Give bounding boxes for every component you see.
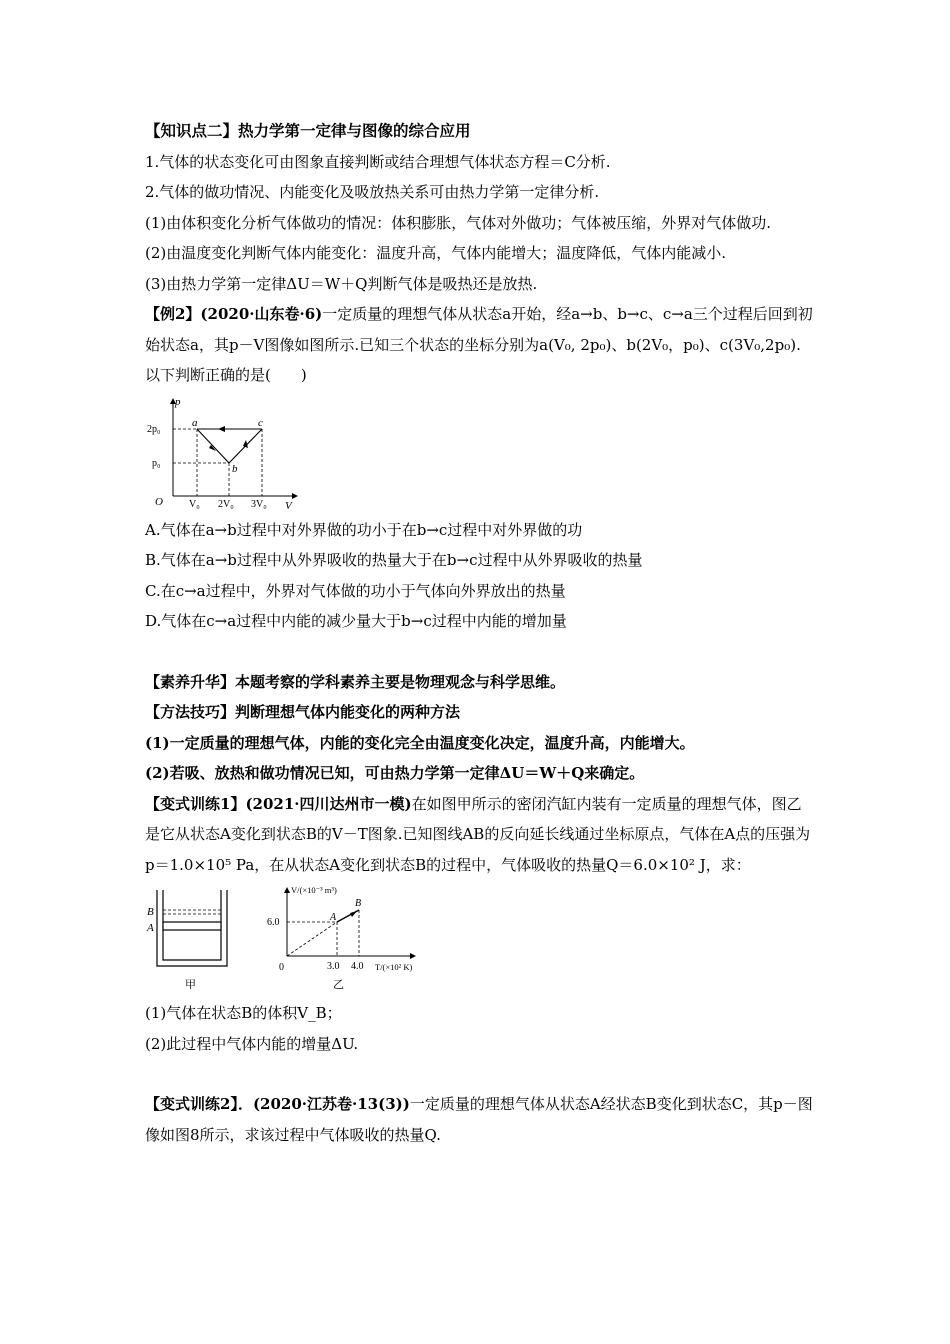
option-d: D.气体在c→a过程中内能的减少量大于b→c过程中内能的增加量 (145, 612, 567, 630)
question-2: (2)此过程中气体内能的增量ΔU. (145, 1034, 359, 1053)
option-b: B.气体在a→b过程中从外界吸收的热量大于在b→c过程中从外界吸收的热量 (145, 551, 643, 569)
p-axis-label: p (175, 395, 181, 408)
t-axis-label: T/(×10² K) (375, 962, 413, 972)
label-b: B (147, 906, 154, 918)
caption-yi: 乙 (333, 979, 344, 991)
option-c: C.在c→a过程中，外界对气体做的功小于气体向外界放出的热量 (145, 581, 566, 600)
spacer (145, 637, 815, 667)
document-page (145, 116, 815, 1150)
v-axis-label: V/(×10⁻³ m³) (291, 885, 337, 895)
variant-2-label: 【变式训练2】．(2020·江苏卷·13(3)) (145, 1095, 410, 1113)
point-A: A (330, 912, 337, 923)
variant-2-text: 一定质量的理想气体从状态A经状态B变化到状态C，其p－图像如图8所示，求该过程中气体吸收的热量Q. (145, 1095, 813, 1144)
tick-3: 3.0 (327, 961, 340, 972)
point-c: c (258, 416, 263, 429)
label-a: A (147, 922, 154, 934)
point-3: (1)由体积变化分析气体做功的情况：体积膨胀，气体对外做功；气体被压缩，外界对气体做功. (145, 213, 772, 232)
variant-2 (145, 1089, 815, 1150)
cylinder-figure (145, 882, 255, 994)
point-4: (2)由温度变化判断气体内能变化：温度升高，气体内能增大；温度降低，气体内能减小. (145, 244, 727, 262)
point-2: 2.气体的做功情况、内能变化及吸放热关系可由热力学第一定律分析. (145, 183, 600, 201)
literacy-note: 【素养升华】本题考察的学科素养主要是物理观念与科学思维。 (145, 672, 566, 691)
tick-2p0: 2p₀ (147, 423, 161, 435)
arrow-c-to-a (218, 426, 225, 432)
tick-v0: V₀ (189, 498, 200, 510)
variant-1-figures (145, 882, 815, 994)
process-cycle (197, 429, 262, 463)
guide-lines (173, 429, 262, 496)
variant-1 (145, 789, 815, 881)
example-2-label: 【例2】(2020·山东卷·6) (145, 305, 323, 323)
tick-3v0: 3V₀ (251, 498, 267, 510)
tick-2v0: 2V₀ (218, 498, 234, 510)
origin-label: O (155, 495, 163, 508)
method-title: 【方法技巧】判断理想气体内能变化的两种方法 (145, 703, 461, 721)
method-2: (2)若吸、放热和做功情况已知，可由热力学第一定律ΔU＝W＋Q来确定。 (145, 764, 645, 782)
example-2-text: 一定质量的理想气体从状态a开始，经a→b、b→c、c→a三个过程后回到初始状态a，其p－V图像如图所示.已知三个状态的坐标分别为a(V₀, 2p₀)、b(2V₀，p₀)、c(3V₀,2p₀).以下判断正确的是( ) (145, 305, 813, 384)
tick-p0: p₀ (152, 457, 161, 469)
pv-graph (145, 393, 305, 511)
variant-1-text: 在如图甲所示的密闭汽缸内装有一定质量的理想气体，图乙是它从状态A变化到状态B的V－T图象.已知图线AB的反向延长线通过坐标原点，气体在A点的压强为p＝1.0×10⁵ Pa，在从状态A变化到状态B的过程中，气体吸收的热量Q＝6.0×10² J，求： (145, 794, 811, 874)
example-2 (145, 299, 815, 391)
v-axis-label: V (285, 499, 292, 511)
point-b: b (232, 462, 238, 475)
tick-4: 4.0 (351, 961, 364, 972)
point-B: B (355, 898, 362, 909)
option-a: A.气体在a→b过程中对外界做的功小于在b→c过程中对外界做的功 (145, 520, 583, 539)
question-1: (1)气体在状态B的体积V_B； (145, 1004, 342, 1022)
variant-1-label: 【变式训练1】(2021·四川达州市一模) (145, 794, 412, 813)
piston (163, 922, 221, 930)
point-5: (3)由热力学第一定律ΔU＝W＋Q判断气体是吸热还是放热. (145, 274, 538, 293)
origin-zero: 0 (279, 962, 284, 973)
point-1: 1.气体的状态变化可由图象直接判断或结合理想气体状态方程＝C分析. (145, 152, 611, 171)
vt-graph (265, 882, 435, 994)
spacer-2 (145, 1059, 815, 1089)
section-title: 【知识点二】热力学第一定律与图像的综合应用 (145, 121, 471, 140)
tick-6: 6.0 (267, 917, 280, 928)
method-1: (1)一定质量的理想气体，内能的变化完全由温度变化决定，温度升高，内能增大。 (145, 733, 695, 752)
point-a: a (192, 416, 198, 429)
caption-jia: 甲 (185, 979, 196, 991)
